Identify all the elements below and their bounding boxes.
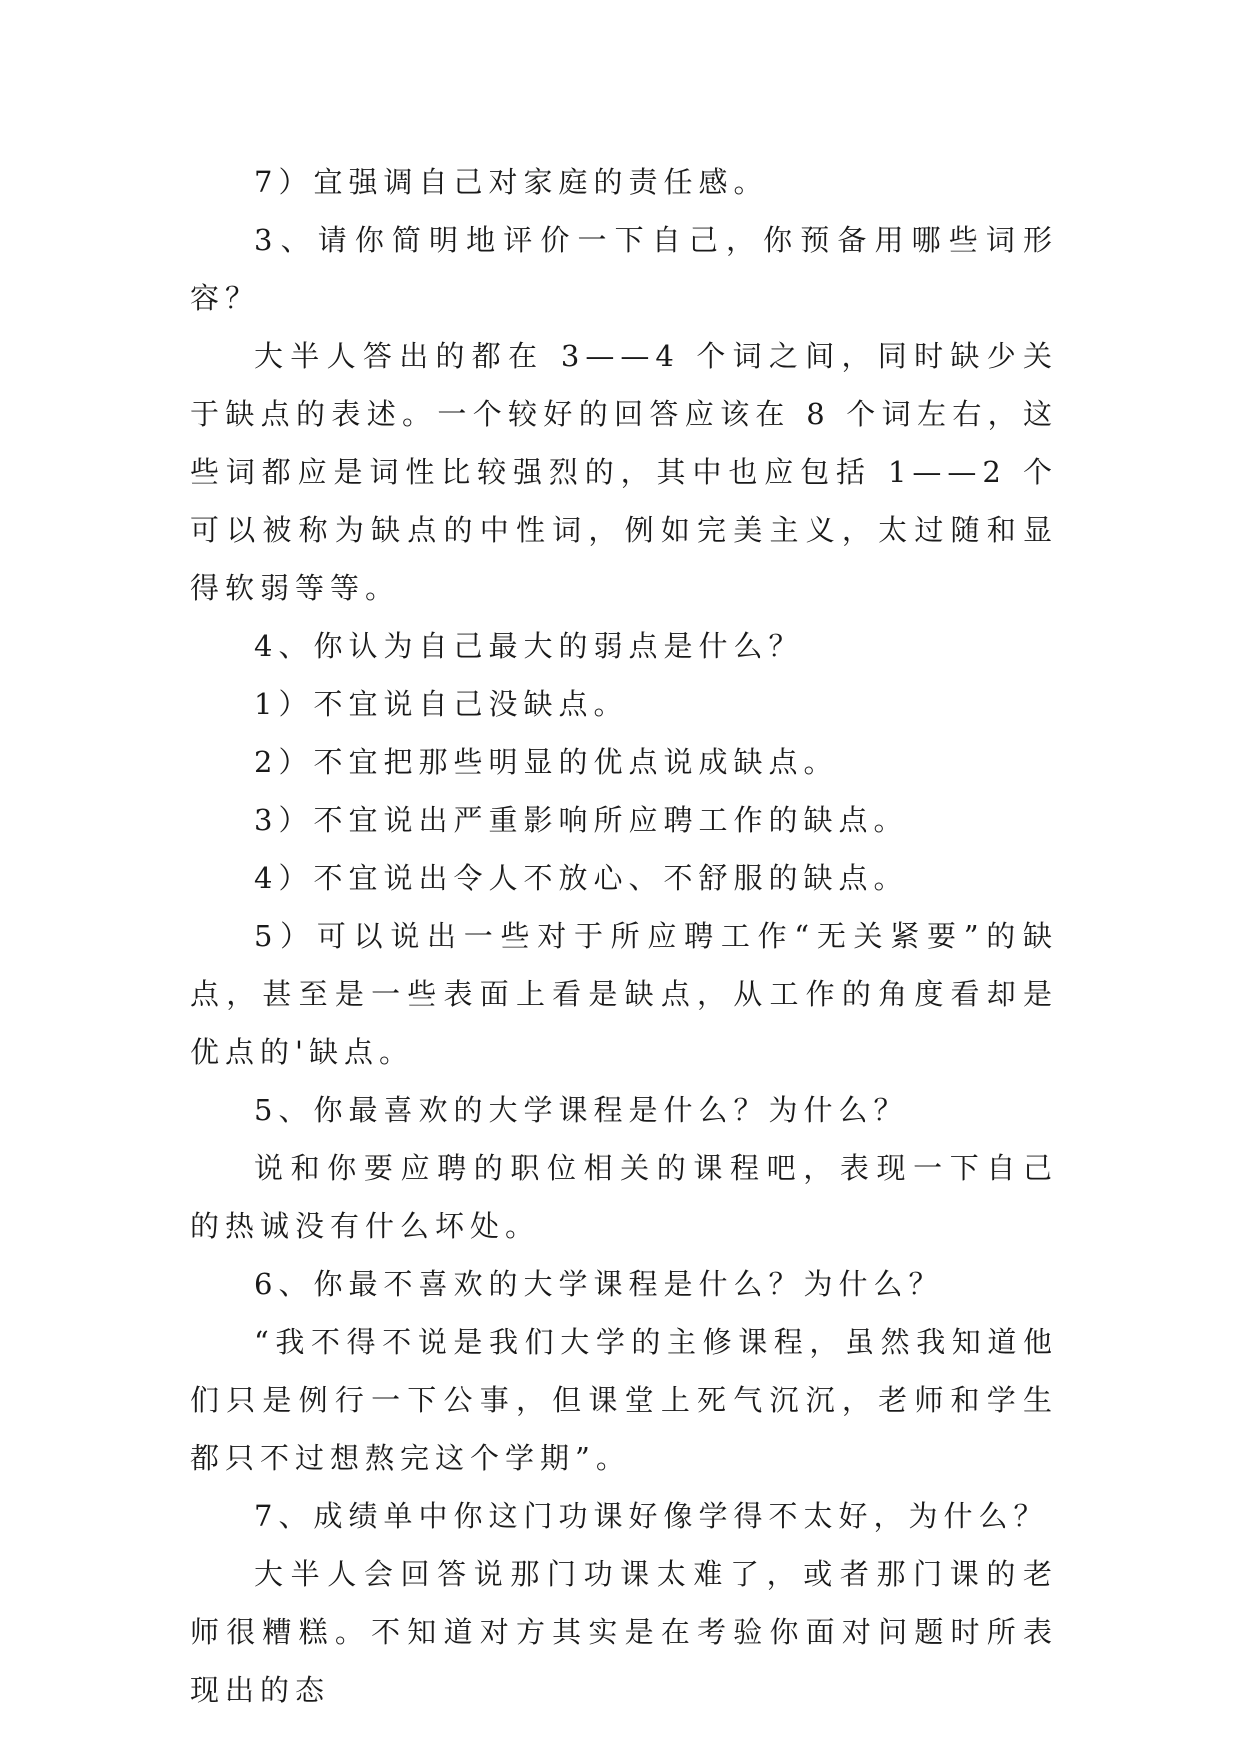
paragraph: 4）不宜说出令人不放心、不舒服的缺点。 (254, 861, 909, 895)
paragraph: 5）可以说出一些对于所应聘工作“无关紧要”的缺点，甚至是一些表面上看是缺点，从工作的角度看却是优点的'缺点。 (190, 919, 1058, 1069)
paragraph: 5、你最喜欢的大学课程是什么？为什么？ (254, 1093, 909, 1127)
paragraph: 4、你认为自己最大的弱点是什么？ (254, 629, 804, 663)
paragraph: 6、你最不喜欢的大学课程是什么？为什么？ (254, 1267, 944, 1301)
paragraph: 7、成绩单中你这门功课好像学得不太好，为什么？ (254, 1499, 1049, 1533)
paragraph: 1）不宜说自己没缺点。 (254, 687, 629, 721)
paragraph: 2）不宜把那些明显的优点说成缺点。 (254, 745, 839, 779)
paragraph: 说和你要应聘的职位相关的课程吧，表现一下自己的热诚没有什么坏处。 (190, 1151, 1058, 1243)
paragraph: 大半人答出的都在 3——4 个词之间，同时缺少关于缺点的表述。一个较好的回答应该在 8 个词左右，这些词都应是词性比较强烈的，其中也应包括 1——2 个可以被称为缺点的中性词，例如完美主义，太过随和显得软弱等等。 (190, 339, 1058, 605)
paragraph: 3）不宜说出严重影响所应聘工作的缺点。 (254, 803, 909, 837)
paragraph: 7）宜强调自己对家庭的责任感。 (254, 165, 769, 199)
paragraph: 大半人会回答说那门功课太难了，或者那门课的老师很糟糕。不知道对方其实是在考验你面对问题时所表现出的态 (190, 1557, 1058, 1707)
paragraph: 3、请你简明地评价一下自己，你预备用哪些词形容？ (190, 223, 1058, 315)
paragraph: “我不得不说是我们大学的主修课程，虽然我知道他们只是例行一下公事，但课堂上死气沉沉，老师和学生都只不过想熬完这个学期”。 (190, 1325, 1058, 1475)
document-body (190, 153, 1058, 1719)
